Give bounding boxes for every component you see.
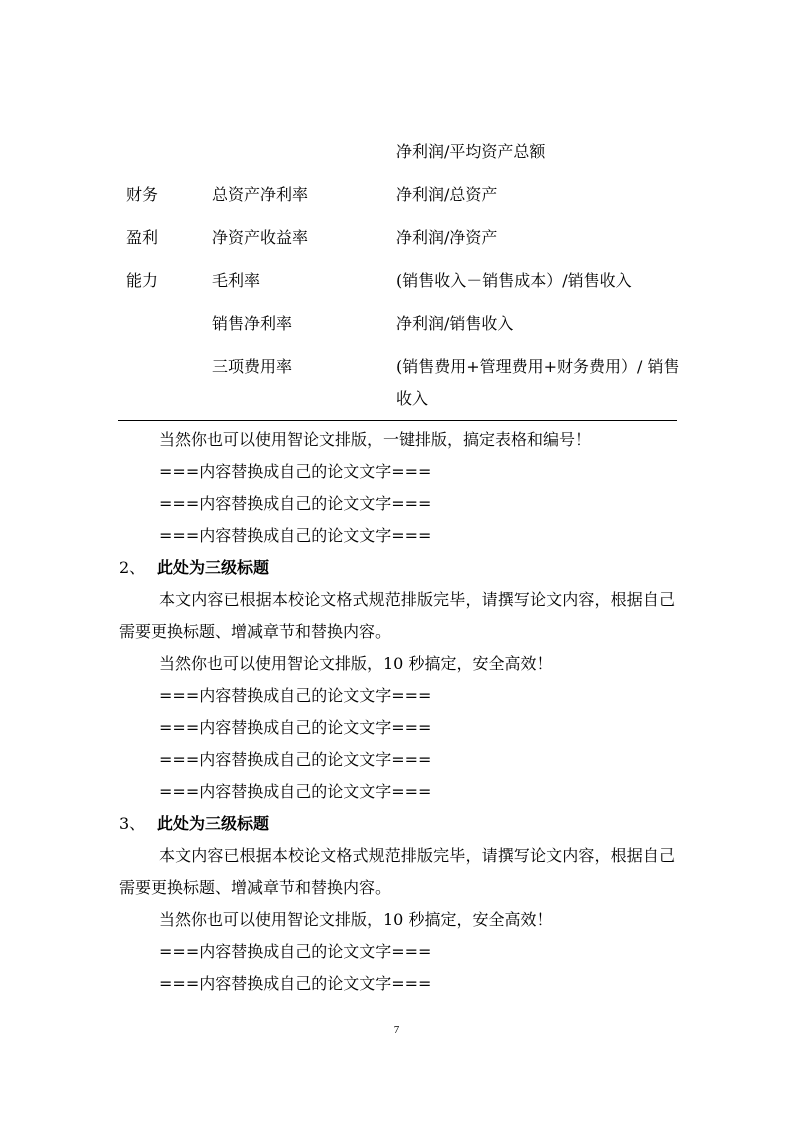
table-cell-formula: 净利润/总资产 [396,185,498,204]
table-cell-group: 财务 [126,185,159,204]
placeholder-line: ===内容替换成自己的论文文字=== [159,686,432,705]
placeholder-line: ===内容替换成自己的论文文字=== [159,782,432,801]
placeholder-line: ===内容替换成自己的论文文字=== [159,718,432,737]
table-cell-metric: 毛利率 [212,271,261,290]
table-cell-metric: 总资产净利率 [212,185,309,204]
section-title: 此处为三级标题 [157,558,270,577]
promo-line: 当然你也可以使用智论文排版，10 秒搞定，安全高效！ [159,654,553,673]
table-cell-formula: 净利润/销售收入 [396,314,514,333]
placeholder-line: ===内容替换成自己的论文文字=== [159,494,432,513]
placeholder-line: ===内容替换成自己的论文文字=== [159,750,432,769]
section-heading [119,808,675,840]
promo-line: 当然你也可以使用智论文排版，10 秒搞定，安全高效！ [159,910,553,929]
promo-line: 当然你也可以使用智论文排版，一键排版，搞定表格和编号！ [159,430,592,449]
placeholder-line: ===内容替换成自己的论文文字=== [159,526,432,545]
section-heading [119,552,675,584]
page-number: 7 [393,1024,400,1036]
table-cell-formula: (销售费用+管理费用+财务费用）/ 销售收入 [396,357,680,408]
table-cell-metric: 净资产收益率 [212,228,309,247]
section-number: 2、 [119,558,146,577]
section-number: 3、 [119,814,146,833]
table-bottom-rule [118,420,677,421]
table-cell-formula: 净利润/净资产 [396,228,498,247]
table-cell-group: 能力 [126,271,159,290]
section-title: 此处为三级标题 [157,814,270,833]
table-cell-group: 盈利 [126,228,159,247]
table-cell-formula: (销售收入－销售成本）/销售收入 [396,271,632,290]
placeholder-line: ===内容替换成自己的论文文字=== [159,942,432,961]
placeholder-line: ===内容替换成自己的论文文字=== [159,974,432,993]
paragraph: 本文内容已根据本校论文格式规范排版完毕，请撰写论文内容，根据自己需要更换标题、增减章节和替换内容。 [119,846,675,897]
table-cell-formula: 净利润/平均资产总额 [396,142,546,161]
placeholder-line: ===内容替换成自己的论文文字=== [159,462,432,481]
body-text [119,424,675,1000]
financial-ratio-table [118,136,680,424]
table-cell-metric: 三项费用率 [212,357,293,376]
table-cell-metric: 销售净利率 [212,314,293,333]
paragraph: 本文内容已根据本校论文格式规范排版完毕，请撰写论文内容，根据自己需要更换标题、增减章节和替换内容。 [119,590,675,641]
